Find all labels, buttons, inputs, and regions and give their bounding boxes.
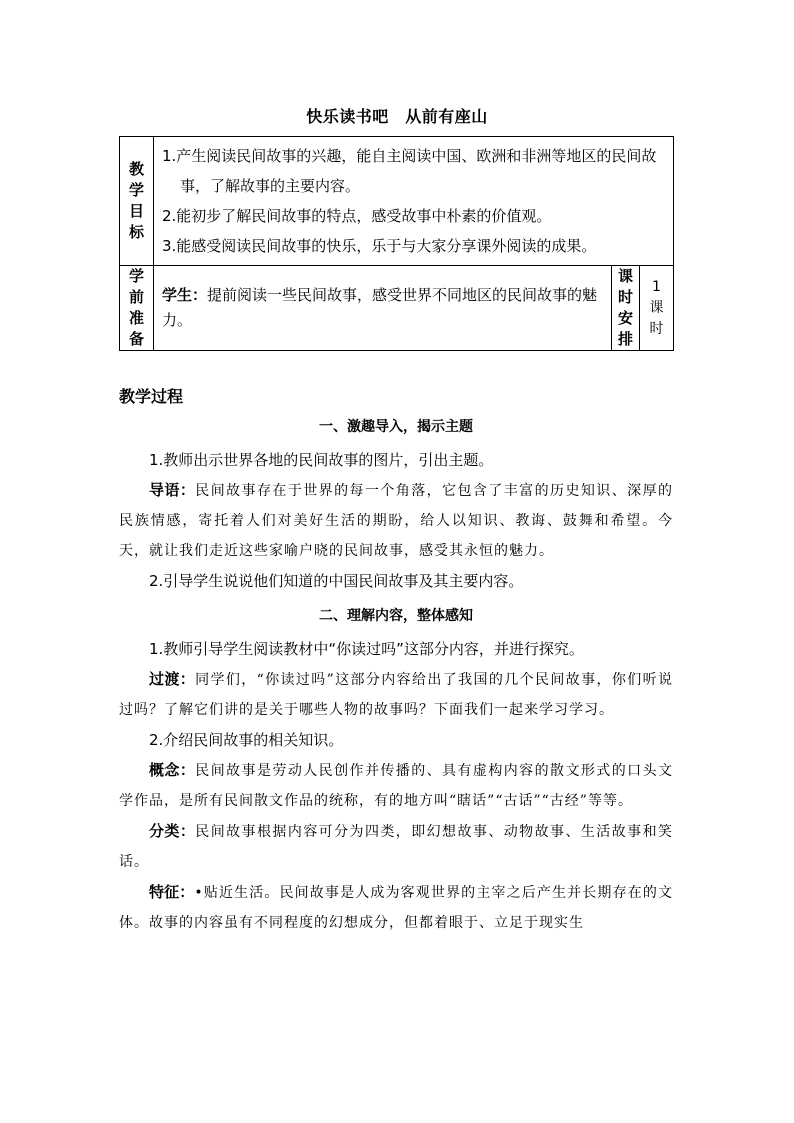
objectives-content [154, 137, 674, 266]
intro-paragraph: 导语：民间故事存在于世界的每一个角落，它包含了丰富的历史知识、深厚的民族情感，寄托着人们对美好生活的期盼，给人以知识、教诲、鼓舞和希望。今天，就让我们走近这些家喻户晓的民间故事，感受其永恒的魅力。 [119, 481, 673, 559]
schedule-label: 课 时 安 排 [612, 266, 640, 351]
process-title: 教学过程 [119, 387, 184, 406]
objectives-row [120, 137, 674, 266]
prep-prefix: 学生： [162, 286, 208, 304]
transition-paragraph: 过渡：同学们，“你读过吗”这部分内容给出了我国的几个民间故事，你们听说过吗？了解它们讲的是关于哪些人物的故事吗？下面我们一起来学习学习。 [119, 670, 673, 718]
prep-text: 提前阅读一些民间故事，感受世界不同地区的民间故事的魅力。 [162, 286, 598, 329]
section-2-step-1: 1.教师引导学生阅读教材中“你读过吗”这部分内容，并进行探究。 [149, 640, 584, 658]
concept-paragraph: 概念：民间故事是劳动人民创作并传播的、具有虚构内容的散文形式的口头文学作品，是所有民间散文作品的统称，有的地方叫“瞎话”“古话”“古经”等等。 [119, 761, 673, 809]
objective-line: 事，了解故事的主要内容。 [180, 177, 361, 195]
teaching-process [119, 384, 673, 938]
feature-paragraph: 特征：•贴近生活。民间故事是人成为客观世界的主宰之后产生并长期存在的文体。故事的内容虽有不同程度的幻想成分，但都着眼于、立足于现实生 [119, 883, 673, 931]
schedule-value: 1 课 时 [640, 266, 674, 351]
page-title: 快乐读书吧 从前有座山 [306, 107, 488, 126]
lesson-plan-table [119, 136, 674, 351]
section-2-step-2: 2.介绍民间故事的相关知识。 [149, 731, 344, 749]
objectives-label: 教 学 目 标 [120, 137, 154, 266]
category-paragraph: 分类：民间故事根据内容可分为四类，即幻想故事、动物故事、生活故事和笑话。 [119, 822, 673, 870]
section-1-step-2: 2.引导学生说说他们知道的中国民间故事及其主要内容。 [149, 572, 524, 590]
section-2-title: 二、理解内容，整体感知 [319, 608, 473, 624]
section-1-step-1: 1.教师出示世界各地的民间故事的图片，引出主题。 [149, 451, 494, 469]
prep-row [120, 266, 674, 351]
objective-line: 1.产生阅读民间故事的兴趣，能自主阅读中国、欧洲和非洲等地区的民间故 [162, 147, 657, 165]
objective-line: 3.能感受阅读民间故事的快乐，乐于与大家分享课外阅读的成果。 [162, 237, 597, 255]
prep-content [154, 266, 612, 351]
objective-line: 2.能初步了解民间故事的特点，感受故事中朴素的价值观。 [162, 207, 552, 225]
prep-label: 学 前 准 备 [120, 266, 154, 351]
section-1-title: 一、激趣导入，揭示主题 [319, 419, 473, 435]
